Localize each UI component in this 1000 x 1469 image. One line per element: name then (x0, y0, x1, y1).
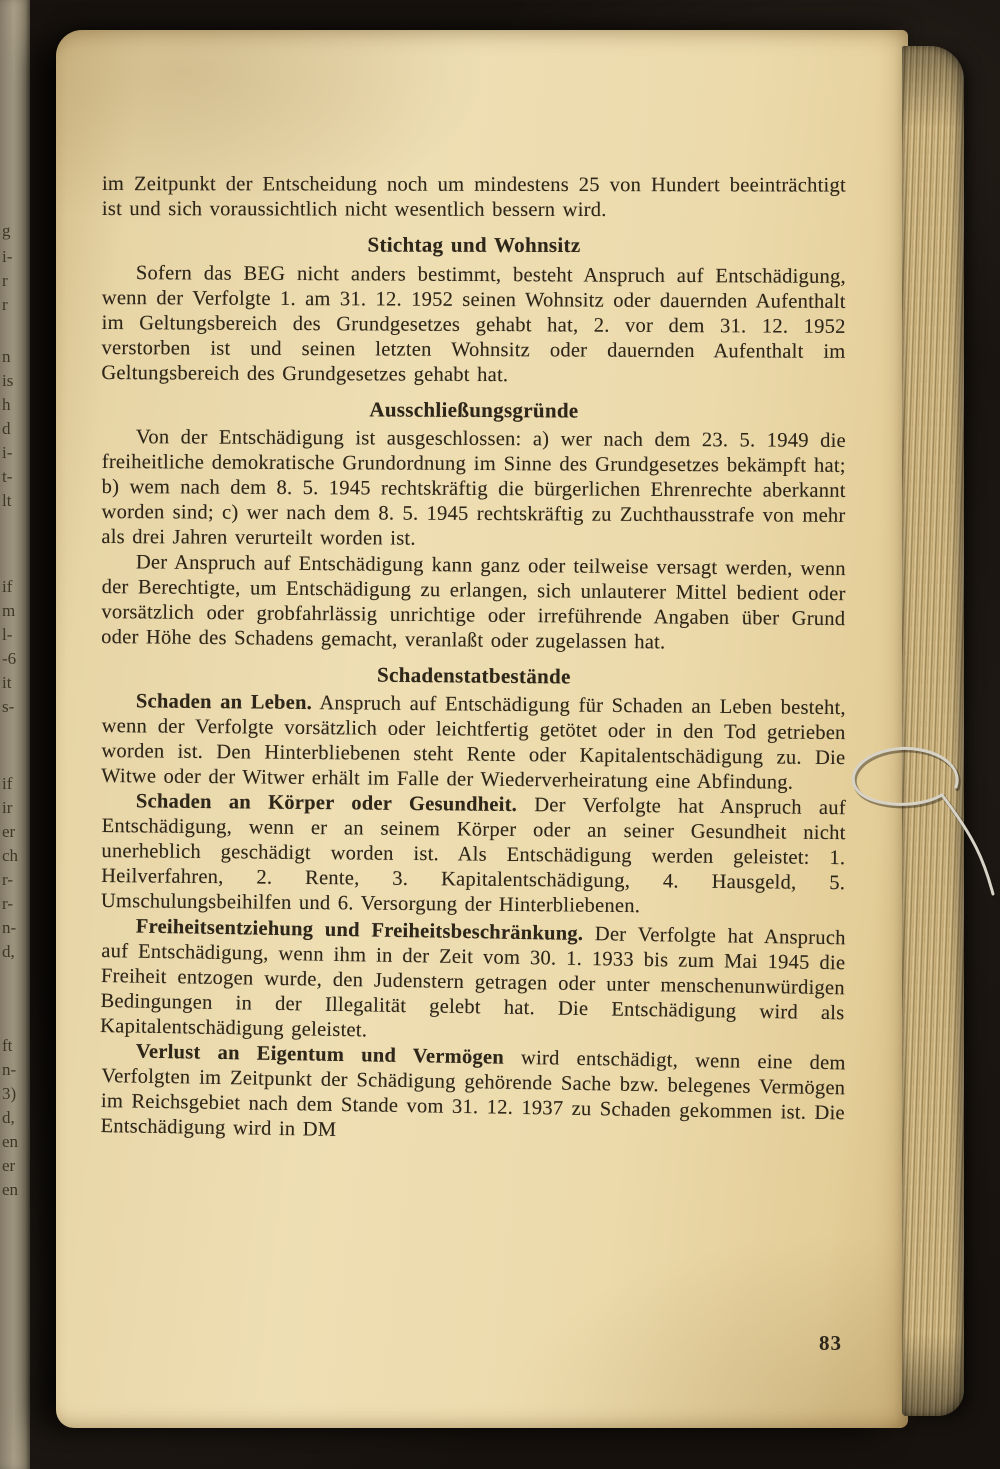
paragraph-text: Der Verfolgte hat Anspruch auf Entschädigung, wenn ihm in der Zeit vom 30. 1. 1933 bis zum Mai 1945 die Freiheit entzogen wurde, den Judenstern getragen oder unter menschenunwürdigen Bedingungen in der Illegalität gelebt hat. Die Entschädigung wird als Kapitalentschädigung geleistet. (99, 922, 846, 1042)
left-edge-fragment: en (2, 1132, 19, 1151)
left-edge-fragment: n- (2, 1060, 17, 1079)
section-heading: Stichtag und Wohnsitz (367, 232, 581, 258)
left-edge-fragment: 3) (2, 1084, 17, 1103)
paragraph (101, 689, 846, 796)
left-edge-fragment: is (2, 371, 14, 390)
left-edge-fragment: m (2, 601, 16, 620)
section-heading: Ausschließungsgründe (369, 397, 579, 423)
left-edge-fragment: r- (2, 870, 13, 889)
paragraph: Von der Entschädigung ist ausgeschlossen: a) wer nach dem 23. 5. 1949 die freiheitliche demokratische Grundordnung im Sinne des Grundgesetzes bekämpft hat; b) wem nach dem 8. 5. 1945 rechtskräftig die bürgerlichen Ehrenrechte aberkannt worden sind; c) wer nach dem 8. 5. 1945 rechtskräftig zu Zuchthausstrafe von mehr als drei Jahren verurteilt worden ist. (101, 426, 846, 550)
left-edge-fragment: it (2, 673, 12, 692)
paragraph-lead: Schaden an Leben. (135, 690, 313, 715)
paragraph-text: Anspruch auf Entschädigung für Schaden an Leben besteht, wenn der Verfolgte vorsätzlich oder leichtfertig getötet oder in den Tod getrieben worden ist. Den Hinterbliebenen steht Rente oder Kapitalentschädigung zu. Die Witwe oder der Witwer erhält im Falle der Wiederverheiratung eine Abfindung. (101, 692, 846, 794)
left-edge-fragment: r- (2, 894, 13, 913)
left-edge-fragment: -6 (2, 649, 17, 668)
paragraph: Sofern das BEG nicht anders bestimmt, besteht Anspruch auf Entschädigung, wenn der Verfolgte 1. am 31. 12. 1952 seinen Wohnsitz oder dauernden Aufenthalt im Geltungsbereich des Grundgesetzes gehabt hat, 2. vor dem 31. 12. 1952 verstorben ist und seinen letzten Wohnsitz oder dauernden Aufenthalt im Geltungsbereich des Grundgesetzes gehabt hat. (101, 262, 846, 387)
left-edge-fragment: d, (2, 1108, 15, 1127)
page-text (56, 30, 908, 1139)
page-stack-edge (902, 46, 964, 1416)
left-edge-fragment: r (2, 271, 8, 290)
left-edge-fragment: if (2, 774, 13, 793)
left-edge-fragment: h (2, 395, 11, 414)
left-edge-fragment: g (2, 221, 11, 240)
paragraph (101, 789, 846, 921)
left-edge-fragment: lt (2, 491, 12, 510)
left-edge-fragment: en (2, 1180, 19, 1199)
left-edge-fragment: l- (2, 625, 13, 644)
left-page-edge (0, 0, 30, 1469)
page-paper (56, 30, 908, 1428)
left-edge-fragment: n- (2, 918, 17, 937)
left-edge-fragment: d (2, 419, 11, 438)
left-edge-fragment: r (2, 295, 8, 314)
left-edge-fragment: d, (2, 942, 15, 961)
paragraph-lead: Schaden an Körper oder Gesundheit. (135, 790, 518, 816)
left-edge-fragment: i- (2, 247, 13, 266)
paragraph (100, 914, 846, 1051)
page-number: 83 (819, 1331, 842, 1355)
left-edge-fragment: ft (2, 1036, 13, 1055)
paragraph-lead: Verlust an Eigentum und Vermögen (135, 1040, 505, 1069)
book-page (56, 30, 968, 1432)
wire-bookmark-icon (843, 740, 999, 902)
left-edge-fragment: er (2, 1156, 16, 1175)
section-heading: Schadenstatbestände (376, 662, 571, 689)
paragraph-text: Der Verfolgte hat Anspruch auf Entschädigung, wenn er an seinem Körper oder an seiner Gesundheit nicht unerheblich geschädigt worden ist. Als Entschädigung werden geleistet: 1. Heilverfahren, 2. Rente, 3. Kapitalentschädigung, 4. Hausgeld, 5. Umschulungsbeihilfen und 6. Versorgung der Hinterbliebenen. (100, 793, 846, 918)
left-edge-fragment: n (2, 347, 11, 366)
left-edge-fragment: ir (2, 798, 13, 817)
left-edge-fragment: t- (2, 467, 13, 486)
left-edge-fragment: s- (2, 697, 15, 716)
paragraph (100, 1039, 846, 1151)
paragraph: im Zeitpunkt der Entscheidung noch um mindestens 25 von Hundert beeinträchtigt ist und sich voraussichtlich nicht wesentlich bessern wird. (101, 173, 846, 222)
left-edge-fragment: er (2, 822, 16, 841)
paragraph-lead: Freiheitsentziehung und Freiheitsbeschränkung. (135, 915, 584, 945)
left-edge-fragment: i- (2, 443, 13, 462)
left-edge-fragment: if (2, 577, 13, 596)
left-edge-fragment: ch (2, 846, 19, 865)
paragraph: Der Anspruch auf Entschädigung kann ganz oder teilweise versagt werden, wenn der Berechtigte, um Entschädigung zu erlangen, sich unlauterer Mittel bedient oder vorsätzlich oder grobfahrlässig unrichtige oder irreführende Angaben über Grund oder Höhe des Schadens gemacht, veranlaßt oder zugelassen hat. (101, 551, 846, 654)
paragraph-text: wird entschädigt, wenn eine dem Verfolgten im Zeitpunkt der Schädigung gehörende Sache bzw. belegenes Vermögen im Reichsgebiet nach dem Stande vom 31. 12. 1937 zu Schaden gekommen ist. Die Entschädigung wird in DM (100, 1046, 846, 1141)
